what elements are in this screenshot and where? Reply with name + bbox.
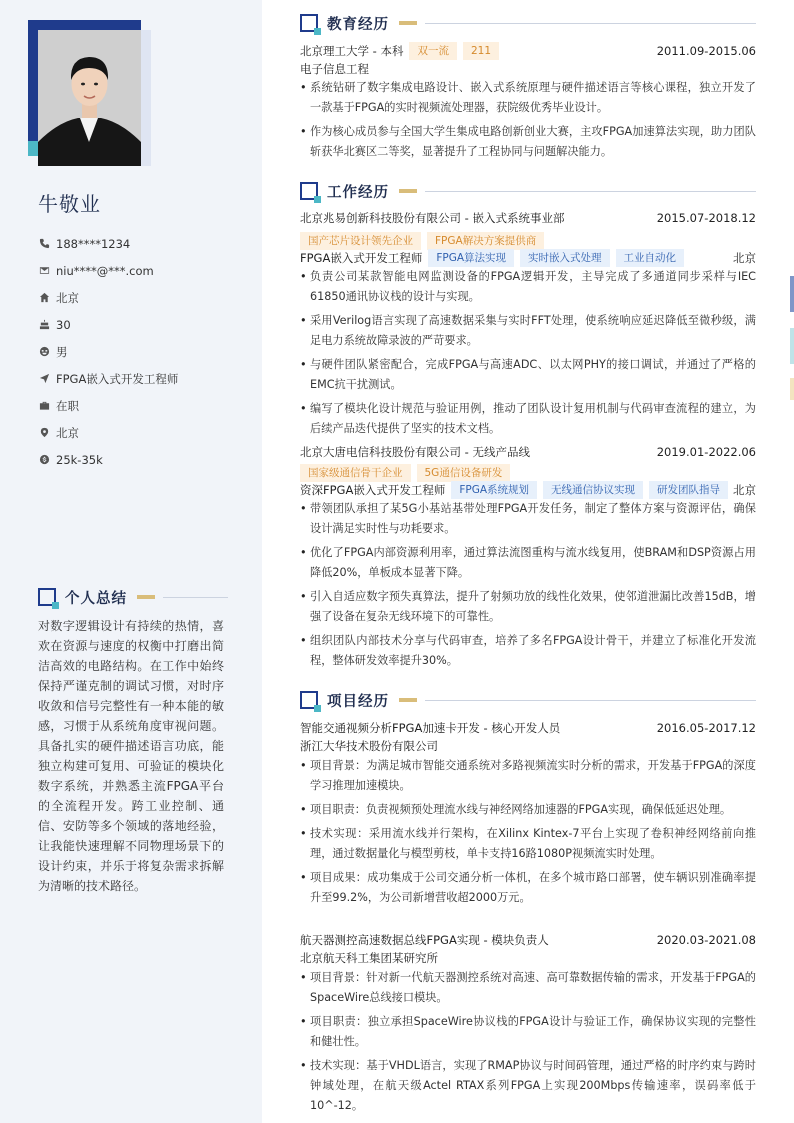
list-item: • 作为核心成员参与全国大学生集成电路创新创业大赛，主攻FPGA加速算法实现，助力团队斩获华北赛区二等奖，显著提升了工程协同与问题解决能力。 [300,122,756,162]
info-home-text: 北京 [56,290,79,305]
info-phone [38,230,178,257]
project-header-row [300,932,756,948]
company-tag: 5G通信设备研发 [417,464,511,482]
job-position: 资深FPGA嵌入式开发工程师 [300,483,446,497]
project-name: 航天器测控高速数据总线FPGA实现 - 模块负责人 [300,933,549,947]
phone-icon [38,238,50,250]
photo-decor-light [141,30,151,166]
mail-icon [38,265,50,277]
profile-photo [38,30,141,166]
job-company-tags [300,232,756,250]
profile-photo-frame [28,20,152,166]
section-square-icon [300,182,318,200]
job-company-tags [300,464,756,482]
list-item: • 负责公司某款智能电网监测设备的FPGA逻辑开发，主导完成了多通道同步采样与IEC 61850通讯协议栈的设计与实现。 [300,267,756,307]
work-title: 工作经历 [327,184,389,201]
section-square-icon [300,14,318,32]
section-divider [425,23,756,24]
section-divider [163,597,228,598]
project-bullets [300,968,756,1120]
info-phone-text: 188****1234 [56,236,131,251]
list-item: • 引入自适应数字预失真算法，提升了射频功放的线性化效果，使邻道泄漏比改善15dB，增强了设备在复杂无线环境下的可靠性。 [300,587,756,627]
work-section-header [300,180,756,202]
job-bullets [300,499,756,675]
sidebar [0,0,262,1123]
skill-tag: FPGA算法实现 [428,249,514,267]
list-item: • 项目背景：为满足城市智能交通系统对多路视频流实时分析的需求，开发基于FPGA的深度学习推理加速模块。 [300,756,756,796]
skill-tag: FPGA系统规划 [451,481,537,499]
project-date: 2016.05-2017.12 [656,721,756,735]
skill-tag: 实时嵌入式处理 [520,249,610,267]
job-date: 2015.07-2018.12 [656,211,756,225]
section-accent-bar [137,595,155,599]
job-position-row [300,249,756,267]
section-accent-bar [399,698,417,702]
job-position: FPGA嵌入式开发工程师 [300,251,423,265]
list-item: • 项目职责：独立承担SpaceWire协议栈的FPGA设计与验证工作，确保协议实现的完整性和健壮性。 [300,1012,756,1052]
contact-info-list [38,230,178,473]
info-email [38,257,178,284]
project-name: 智能交通视频分析FPGA加速卡开发 - 核心开发人员 [300,721,561,735]
info-age-text: 30 [56,317,71,332]
summary-section-header [38,586,228,608]
projects-title: 项目经历 [327,693,389,710]
job-city: 北京 [733,483,756,497]
edge-decor-gold [790,378,794,400]
job-city: 北京 [733,251,756,265]
salary-icon [38,454,50,466]
skill-tag: 研发团队指导 [649,481,728,499]
skill-tag: 无线通信协议实现 [543,481,643,499]
project-header-row [300,720,756,736]
info-location-text: 北京 [56,425,79,440]
person-avatar-icon [38,30,141,166]
list-item: • 系统钻研了数字集成电路设计、嵌入式系统原理与硬件描述语言等核心课程，独立开发了一款基于FPGA的实时视频流处理器，获院级优秀毕业设计。 [300,78,756,118]
job-header-row [300,444,756,460]
info-gender-text: 男 [56,344,68,359]
job-company: 北京大唐电信科技股份有限公司 - 无线产品线 [300,445,530,459]
list-item: • 项目职责：负责视频预处理流水线与神经网络加速器的FPGA实现，确保低延迟处理。 [300,800,756,820]
company-tag: 国家级通信骨干企业 [300,464,411,482]
info-position [38,365,178,392]
briefcase-icon [38,400,50,412]
info-salary-text: 25k-35k [56,452,103,467]
section-accent-bar [399,21,417,25]
list-item: • 技术实现：基于VHDL语言，实现了RMAP协议与时间码管理，通过严格的时序约束与跨时钟域处理，在航天级Actel RTAX系列FPGA上实现200Mbps传输速率，误码率低于10^-12。 [300,1056,756,1116]
job-date: 2019.01-2022.06 [656,445,756,459]
project-date: 2020.03-2021.08 [656,933,756,947]
send-icon [38,373,50,385]
company-tag: 国产芯片设计领先企业 [300,232,421,250]
project-bullets [300,756,756,912]
project-org: 浙江大华技术股份有限公司 [300,739,438,753]
info-home [38,284,178,311]
section-square-icon [300,691,318,709]
list-item: • 项目成果：成功集成于公司交通分析一体机，在多个城市路口部署，使车辆识别准确率提升至99.2%，为公司新增营收超2000万元。 [300,868,756,908]
education-date: 2011.09-2015.06 [656,44,756,58]
list-item: • 项目背景：针对新一代航天器测控系统对高速、高可靠数据传输的需求，开发基于FPGA的SpaceWire总线接口模块。 [300,968,756,1008]
skill-tag: 工业自动化 [616,249,685,267]
job-bullets [300,267,756,443]
project-org-row [300,738,756,754]
info-position-text: FPGA嵌入式开发工程师 [56,371,179,386]
smile-icon [38,346,50,358]
projects-section-header [300,689,756,711]
list-item: • 编写了模块化设计规范与验证用例，推动了团队设计复用机制与代码审查流程的建立，为后续产品迭代提供了坚实的技术文档。 [300,399,756,439]
section-square-icon [38,588,56,606]
education-school: 北京理工大学 - 本科 [300,44,404,58]
home-icon [38,292,50,304]
summary-text: 对数字逻辑设计有持续的热情，喜欢在资源与速度的权衡中打磨出简洁高效的电路结构。在工作中始终保持严谨克制的调试习惯，对时序收敛和信号完整性有一种本能的敏感，习惯于从系统角度审视问题。具备扎实的硬件描述语言功底，能独立构建可复用、可验证的模块化数字系统，并熟悉主流FPGA平台的全流程开发。跨工业控制、通信、安防等多个领域的落地经验，让我能快速理解不同物理场景下的设计约束，并乐于将复杂需求拆解为清晰的技术路径。 [38,619,224,893]
education-major-row [300,61,756,77]
candidate-name: 牛敬业 [38,192,101,216]
list-item: • 采用Verilog语言实现了高速数据采集与实时FFT处理，使系统响应延迟降低至微秒级，满足电力系统故障录波的严苛要求。 [300,311,756,351]
info-email-text: niu****@***.com [56,263,154,278]
education-tag: 211 [463,42,499,60]
section-accent-bar [399,189,417,193]
info-salary [38,446,178,473]
education-section-header [300,12,756,34]
company-tag: FPGA解决方案提供商 [427,232,544,250]
edge-decor-teal [790,328,794,364]
info-age [38,311,178,338]
job-position-row [300,481,756,499]
education-header-row [300,42,756,60]
edge-decor-blue [790,276,794,312]
info-gender [38,338,178,365]
education-title: 教育经历 [327,16,389,33]
education-bullets [300,78,756,166]
location-icon [38,427,50,439]
photo-decor-accent [28,141,38,156]
education-tag: 双一流 [409,42,457,60]
list-item: • 优化了FPGA内部资源利用率，通过算法流图重构与流水线复用，使BRAM和DSP资源占用降低20%，单板成本显著下降。 [300,543,756,583]
job-company: 北京兆易创新科技股份有限公司 - 嵌入式系统事业部 [300,211,565,225]
info-status [38,392,178,419]
cake-icon [38,319,50,331]
list-item: • 技术实现：采用流水线并行架构，在Xilinx Kintex-7平台上实现了卷积神经网络前向推理，通过数据量化与模型剪枝，单卡支持16路1080P视频流实时处理。 [300,824,756,864]
section-divider [425,700,756,701]
summary-title: 个人总结 [65,590,127,607]
project-org: 北京航天科工集团某研究所 [300,951,438,965]
project-org-row [300,950,756,966]
info-location [38,419,178,446]
info-status-text: 在职 [56,398,79,413]
list-item: • 带领团队承担了某5G小基站基带处理FPGA开发任务，制定了整体方案与资源评估，确保设计满足实时性与功耗要求。 [300,499,756,539]
list-item: • 组织团队内部技术分享与代码审查，培养了多名FPGA设计骨干，并建立了标准化开发流程，整体研发效率提升30%。 [300,631,756,671]
education-major: 电子信息工程 [300,62,369,76]
job-header-row [300,210,756,226]
list-item: • 与硬件团队紧密配合，完成FPGA与高速ADC、以太网PHY的接口调试，并通过了严格的EMC抗干扰测试。 [300,355,756,395]
section-divider [425,191,756,192]
